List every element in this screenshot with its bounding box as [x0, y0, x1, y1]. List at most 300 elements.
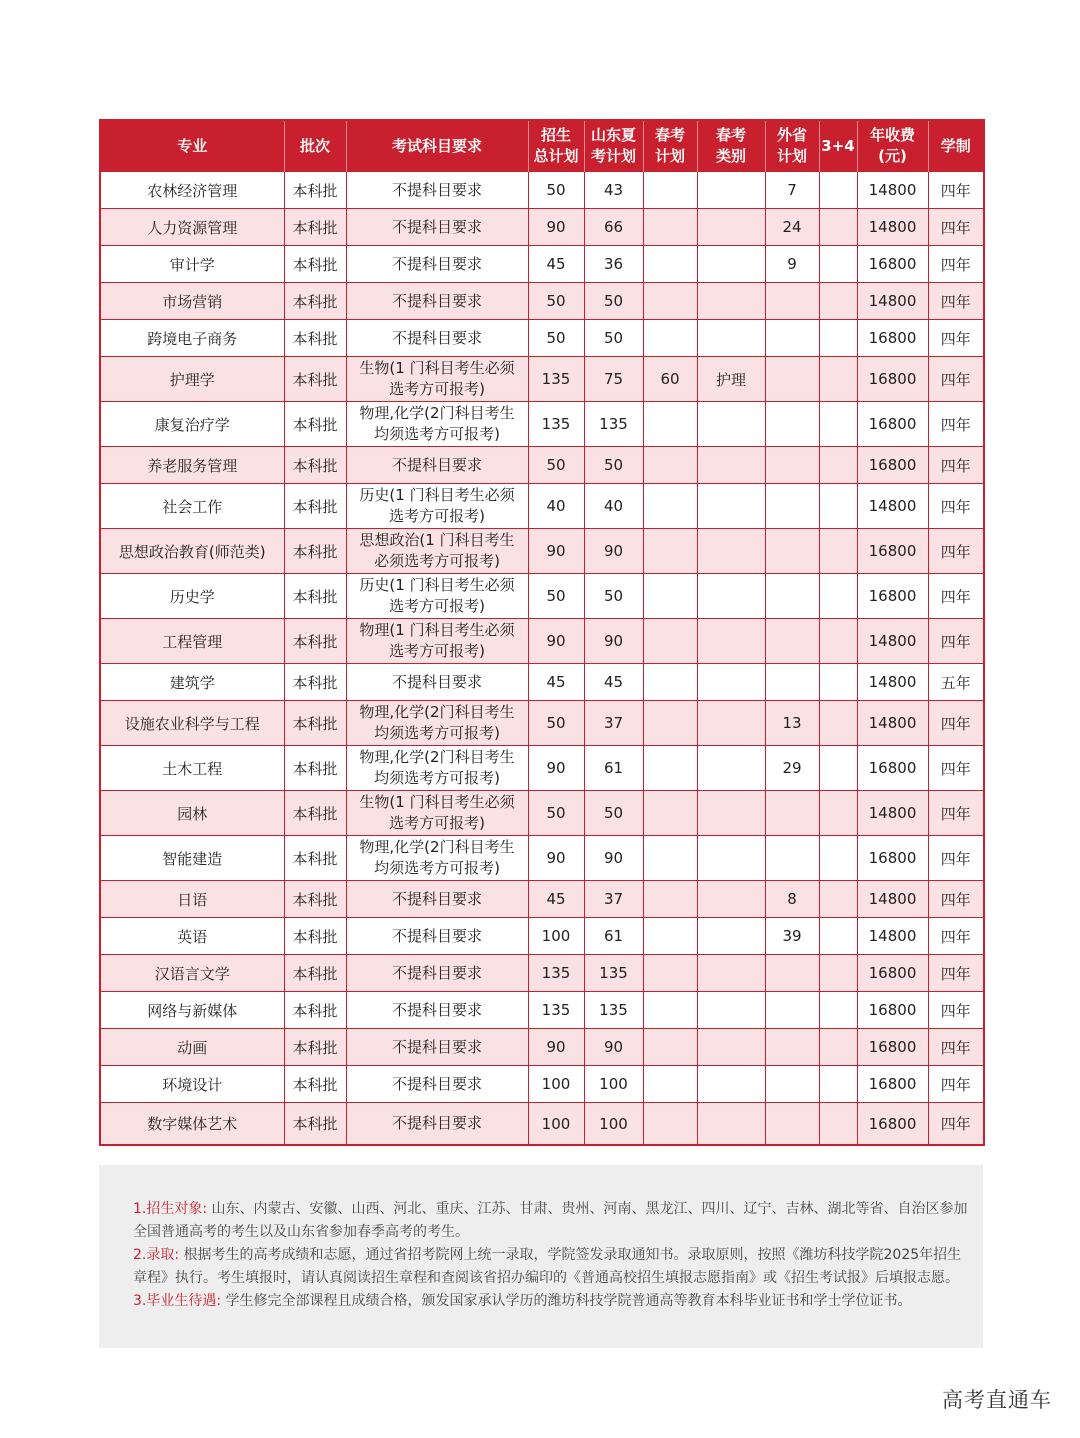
subject-req-cell — [346, 320, 528, 357]
subject-req-line: 不提科目要求 — [391, 180, 482, 199]
spring-category-cell — [697, 574, 765, 619]
table-row — [100, 791, 984, 836]
other-province-plan-cell — [765, 402, 819, 447]
three-plus-four-cell — [819, 447, 857, 484]
table-row — [100, 746, 984, 791]
subject-req-line: 历史(1 门科目考生必须 — [359, 486, 515, 504]
subject-req-line: 不提科目要求 — [391, 889, 482, 908]
other-province-plan-cell — [765, 955, 819, 992]
duration-cell: 四年 — [928, 992, 984, 1029]
three-plus-four-cell — [819, 619, 857, 664]
duration-cell: 四年 — [928, 209, 984, 246]
duration-cell: 四年 — [928, 701, 984, 746]
major-cell: 建筑学 — [100, 664, 284, 701]
three-plus-four-cell — [819, 836, 857, 881]
spring-category-cell — [697, 484, 765, 529]
batch-cell: 本科批 — [284, 836, 346, 881]
shandong-summer-plan-cell: 100 — [584, 1066, 643, 1103]
spring-plan-cell — [643, 320, 697, 357]
table-row — [100, 402, 984, 447]
total-plan-cell: 135 — [528, 402, 584, 447]
total-plan-cell: 100 — [528, 1103, 584, 1146]
total-plan-cell: 40 — [528, 484, 584, 529]
spring-category-cell — [697, 529, 765, 574]
header-batch: 批次 — [284, 120, 346, 172]
batch-cell: 本科批 — [284, 246, 346, 283]
shandong-summer-plan-cell: 90 — [584, 1029, 643, 1066]
subject-req-cell — [346, 1103, 528, 1146]
three-plus-four-cell — [819, 746, 857, 791]
subject-req-line: 选考方可报考) — [389, 380, 485, 398]
annual-fee-cell: 14800 — [857, 664, 928, 701]
batch-cell: 本科批 — [284, 574, 346, 619]
header-spring-plan — [643, 120, 697, 172]
table-row — [100, 881, 984, 918]
total-plan-cell: 50 — [528, 701, 584, 746]
total-plan-cell: 100 — [528, 1066, 584, 1103]
table-row — [100, 246, 984, 283]
major-cell: 汉语言文学 — [100, 955, 284, 992]
shandong-summer-plan-cell: 100 — [584, 1103, 643, 1146]
shandong-summer-plan-cell: 75 — [584, 357, 643, 402]
batch-cell: 本科批 — [284, 791, 346, 836]
subject-req-line: 物理,化学(2门科目考生 — [359, 748, 515, 766]
table-row — [100, 574, 984, 619]
duration-cell: 四年 — [928, 746, 984, 791]
subject-req-cell — [346, 992, 528, 1029]
table-row — [100, 992, 984, 1029]
batch-cell: 本科批 — [284, 746, 346, 791]
table-row — [100, 447, 984, 484]
subject-req-line: 不提科目要求 — [391, 1074, 482, 1093]
header-annual-fee — [857, 120, 928, 172]
subject-req-cell — [346, 484, 528, 529]
spring-category-cell — [697, 447, 765, 484]
spring-plan-cell — [643, 209, 697, 246]
annual-fee-cell: 16800 — [857, 402, 928, 447]
spring-category-cell — [697, 918, 765, 955]
shandong-summer-plan-cell: 90 — [584, 619, 643, 664]
other-province-plan-cell: 7 — [765, 172, 819, 209]
batch-cell: 本科批 — [284, 918, 346, 955]
table-row — [100, 320, 984, 357]
header-total-plan-label: 招生 总计划 — [533, 126, 579, 165]
other-province-plan-cell — [765, 619, 819, 664]
annual-fee-cell: 16800 — [857, 574, 928, 619]
subject-req-line: 选考方可报考) — [389, 507, 485, 525]
other-province-plan-cell — [765, 357, 819, 402]
other-province-plan-cell: 9 — [765, 246, 819, 283]
spring-plan-cell — [643, 172, 697, 209]
table-row — [100, 619, 984, 664]
three-plus-four-cell — [819, 402, 857, 447]
three-plus-four-cell — [819, 955, 857, 992]
major-cell: 设施农业科学与工程 — [100, 701, 284, 746]
major-cell: 养老服务管理 — [100, 447, 284, 484]
spring-category-cell — [697, 1066, 765, 1103]
spring-category-cell — [697, 619, 765, 664]
three-plus-four-cell — [819, 1066, 857, 1103]
spring-plan-cell — [643, 402, 697, 447]
watermark-text: 高考直通车 — [942, 1388, 1052, 1412]
duration-cell: 四年 — [928, 1029, 984, 1066]
total-plan-cell: 135 — [528, 357, 584, 402]
shandong-summer-plan-cell: 50 — [584, 791, 643, 836]
subject-req-line: 不提科目要求 — [391, 1000, 482, 1019]
admissions-table-container — [99, 119, 983, 1146]
subject-req-line: 均须选考方可报考) — [374, 859, 500, 877]
batch-cell: 本科批 — [284, 357, 346, 402]
shandong-summer-plan-cell: 45 — [584, 664, 643, 701]
annual-fee-cell: 14800 — [857, 283, 928, 320]
other-province-plan-cell — [765, 447, 819, 484]
subject-req-line: 生物(1 门科目考生必须 — [359, 793, 515, 811]
subject-req-cell — [346, 619, 528, 664]
duration-cell: 四年 — [928, 918, 984, 955]
annual-fee-cell: 14800 — [857, 881, 928, 918]
major-cell: 英语 — [100, 918, 284, 955]
shandong-summer-plan-cell: 50 — [584, 320, 643, 357]
three-plus-four-cell — [819, 484, 857, 529]
subject-req-line: 思想政治(1 门科目考生 — [359, 531, 515, 549]
spring-category-cell — [697, 992, 765, 1029]
spring-plan-cell — [643, 1066, 697, 1103]
shandong-summer-plan-cell: 61 — [584, 746, 643, 791]
total-plan-cell: 135 — [528, 955, 584, 992]
major-cell: 康复治疗学 — [100, 402, 284, 447]
other-province-plan-cell — [765, 484, 819, 529]
batch-cell: 本科批 — [284, 619, 346, 664]
duration-cell: 四年 — [928, 357, 984, 402]
note-2-label: 2.录取: — [133, 1247, 180, 1263]
shandong-summer-plan-cell: 90 — [584, 836, 643, 881]
three-plus-four-cell — [819, 246, 857, 283]
shandong-summer-plan-cell: 90 — [584, 529, 643, 574]
major-cell: 人力资源管理 — [100, 209, 284, 246]
shandong-summer-plan-cell: 50 — [584, 574, 643, 619]
duration-cell: 四年 — [928, 1066, 984, 1103]
annual-fee-cell: 16800 — [857, 1066, 928, 1103]
spring-category-cell — [697, 1029, 765, 1066]
shandong-summer-plan-cell: 135 — [584, 955, 643, 992]
spring-category-cell: 护理 — [697, 357, 765, 402]
subject-req-line: 均须选考方可报考) — [374, 724, 500, 742]
subject-req-cell — [346, 283, 528, 320]
subject-req-cell — [346, 1066, 528, 1103]
subject-req-line: 不提科目要求 — [391, 926, 482, 945]
spring-category-cell — [697, 402, 765, 447]
subject-req-cell — [346, 701, 528, 746]
table-row — [100, 529, 984, 574]
note-1-text: 山东、内蒙古、安徽、山西、河北、重庆、江苏、甘肃、贵州、河南、黑龙江、四川、辽宁、吉林、湖北等省、自治区参加全国普通高考的考生以及山东省参加春季高考的考生。 — [133, 1201, 968, 1240]
table-row — [100, 918, 984, 955]
subject-req-cell — [346, 1029, 528, 1066]
shandong-summer-plan-cell: 37 — [584, 701, 643, 746]
spring-plan-cell — [643, 529, 697, 574]
subject-req-line: 选考方可报考) — [389, 814, 485, 832]
other-province-plan-cell — [765, 574, 819, 619]
spring-plan-cell — [643, 791, 697, 836]
subject-req-cell — [346, 791, 528, 836]
header-shandong-summer-plan — [584, 120, 643, 172]
subject-req-cell — [346, 402, 528, 447]
spring-category-cell — [697, 701, 765, 746]
other-province-plan-cell — [765, 283, 819, 320]
annual-fee-cell: 14800 — [857, 172, 928, 209]
batch-cell: 本科批 — [284, 701, 346, 746]
duration-cell: 四年 — [928, 529, 984, 574]
table-row — [100, 209, 984, 246]
three-plus-four-cell — [819, 574, 857, 619]
other-province-plan-cell — [765, 529, 819, 574]
major-cell: 数字媒体艺术 — [100, 1103, 284, 1146]
major-cell: 审计学 — [100, 246, 284, 283]
subject-req-line: 不提科目要求 — [391, 672, 482, 691]
batch-cell: 本科批 — [284, 1029, 346, 1066]
duration-cell: 四年 — [928, 574, 984, 619]
total-plan-cell: 45 — [528, 664, 584, 701]
batch-cell: 本科批 — [284, 447, 346, 484]
spring-plan-cell — [643, 746, 697, 791]
annual-fee-cell: 16800 — [857, 955, 928, 992]
subject-req-line: 均须选考方可报考) — [374, 769, 500, 787]
other-province-plan-cell: 24 — [765, 209, 819, 246]
subject-req-cell — [346, 246, 528, 283]
spring-category-cell — [697, 209, 765, 246]
note-1 — [99, 1198, 983, 1244]
subject-req-line: 物理(1 门科目考生必须 — [359, 621, 515, 639]
header-total-plan — [528, 120, 584, 172]
total-plan-cell: 45 — [528, 881, 584, 918]
duration-cell: 四年 — [928, 1103, 984, 1146]
shandong-summer-plan-cell: 135 — [584, 402, 643, 447]
other-province-plan-cell — [765, 1029, 819, 1066]
spring-category-cell — [697, 320, 765, 357]
major-cell: 网络与新媒体 — [100, 992, 284, 1029]
total-plan-cell: 50 — [528, 320, 584, 357]
table-row — [100, 664, 984, 701]
table-body — [100, 172, 984, 1146]
shandong-summer-plan-cell: 135 — [584, 992, 643, 1029]
header-other-province-plan — [765, 120, 819, 172]
major-cell: 思想政治教育(师范类) — [100, 529, 284, 574]
subject-req-cell — [346, 574, 528, 619]
shandong-summer-plan-cell: 36 — [584, 246, 643, 283]
subject-req-line: 物理,化学(2门科目考生 — [359, 703, 515, 721]
subject-req-line: 物理,化学(2门科目考生 — [359, 838, 515, 856]
three-plus-four-cell — [819, 320, 857, 357]
subject-req-line: 不提科目要求 — [391, 217, 482, 236]
spring-plan-cell — [643, 619, 697, 664]
spring-plan-cell — [643, 1029, 697, 1066]
header-other-province-plan-label: 外省 计划 — [776, 126, 807, 165]
spring-plan-cell — [643, 992, 697, 1029]
batch-cell: 本科批 — [284, 992, 346, 1029]
three-plus-four-cell — [819, 791, 857, 836]
duration-cell: 四年 — [928, 447, 984, 484]
batch-cell: 本科批 — [284, 172, 346, 209]
subject-req-cell — [346, 209, 528, 246]
spring-plan-cell: 60 — [643, 357, 697, 402]
other-province-plan-cell: 13 — [765, 701, 819, 746]
duration-cell: 四年 — [928, 836, 984, 881]
spring-category-cell — [697, 664, 765, 701]
other-province-plan-cell: 39 — [765, 918, 819, 955]
note-1-label: 1.招生对象: — [133, 1201, 208, 1217]
annual-fee-cell: 14800 — [857, 209, 928, 246]
table-row — [100, 1103, 984, 1146]
other-province-plan-cell — [765, 992, 819, 1029]
major-cell: 市场营销 — [100, 283, 284, 320]
shandong-summer-plan-cell: 37 — [584, 881, 643, 918]
spring-plan-cell — [643, 574, 697, 619]
spring-plan-cell — [643, 484, 697, 529]
total-plan-cell: 50 — [528, 283, 584, 320]
note-2-text: 根据考生的高考成绩和志愿，通过省招考院网上统一录取，学院签发录取通知书。录取原则，按照《潍坊科技学院2025年招生章程》执行。考生填报时，请认真阅读招生章程和查阅该省招办编印的《普通高校招生填报志愿指南》或《招生考试报》后填报志愿。 — [133, 1247, 962, 1286]
header-spring-plan-label: 春考 计划 — [654, 126, 685, 165]
duration-cell: 四年 — [928, 955, 984, 992]
other-province-plan-cell: 8 — [765, 881, 819, 918]
batch-cell: 本科批 — [284, 320, 346, 357]
spring-category-cell — [697, 246, 765, 283]
major-cell: 土木工程 — [100, 746, 284, 791]
shandong-summer-plan-cell: 50 — [584, 283, 643, 320]
spring-category-cell — [697, 836, 765, 881]
spring-category-cell — [697, 881, 765, 918]
major-cell: 跨境电子商务 — [100, 320, 284, 357]
major-cell: 动画 — [100, 1029, 284, 1066]
batch-cell: 本科批 — [284, 484, 346, 529]
subject-req-cell — [346, 836, 528, 881]
note-3 — [99, 1290, 983, 1313]
three-plus-four-cell — [819, 209, 857, 246]
major-cell: 环境设计 — [100, 1066, 284, 1103]
total-plan-cell: 50 — [528, 172, 584, 209]
duration-cell: 四年 — [928, 283, 984, 320]
total-plan-cell: 135 — [528, 992, 584, 1029]
shandong-summer-plan-cell: 61 — [584, 918, 643, 955]
annual-fee-cell: 16800 — [857, 992, 928, 1029]
spring-plan-cell — [643, 246, 697, 283]
annual-fee-cell: 16800 — [857, 1103, 928, 1146]
spring-plan-cell — [643, 283, 697, 320]
duration-cell: 四年 — [928, 791, 984, 836]
annual-fee-cell: 16800 — [857, 447, 928, 484]
spring-category-cell — [697, 746, 765, 791]
annual-fee-cell: 14800 — [857, 701, 928, 746]
total-plan-cell: 90 — [528, 209, 584, 246]
other-province-plan-cell — [765, 1103, 819, 1146]
major-cell: 历史学 — [100, 574, 284, 619]
other-province-plan-cell — [765, 1066, 819, 1103]
table-row — [100, 1029, 984, 1066]
subject-req-line: 不提科目要求 — [391, 291, 482, 310]
other-province-plan-cell — [765, 664, 819, 701]
annual-fee-cell: 16800 — [857, 1029, 928, 1066]
batch-cell: 本科批 — [284, 209, 346, 246]
notes-panel — [99, 1165, 983, 1348]
total-plan-cell: 90 — [528, 1029, 584, 1066]
table-row — [100, 283, 984, 320]
duration-cell: 四年 — [928, 484, 984, 529]
subject-req-cell — [346, 529, 528, 574]
spring-plan-cell — [643, 955, 697, 992]
three-plus-four-cell — [819, 1103, 857, 1146]
subject-req-line: 选考方可报考) — [389, 597, 485, 615]
table-row — [100, 701, 984, 746]
three-plus-four-cell — [819, 664, 857, 701]
shandong-summer-plan-cell: 66 — [584, 209, 643, 246]
total-plan-cell: 50 — [528, 447, 584, 484]
major-cell: 护理学 — [100, 357, 284, 402]
annual-fee-cell: 16800 — [857, 320, 928, 357]
three-plus-four-cell — [819, 918, 857, 955]
total-plan-cell: 90 — [528, 836, 584, 881]
three-plus-four-cell — [819, 992, 857, 1029]
shandong-summer-plan-cell: 40 — [584, 484, 643, 529]
spring-plan-cell — [643, 447, 697, 484]
subject-req-line: 不提科目要求 — [391, 455, 482, 474]
other-province-plan-cell — [765, 320, 819, 357]
major-cell: 日语 — [100, 881, 284, 918]
annual-fee-cell: 16800 — [857, 357, 928, 402]
duration-cell: 五年 — [928, 664, 984, 701]
duration-cell: 四年 — [928, 881, 984, 918]
duration-cell: 四年 — [928, 172, 984, 209]
subject-req-line: 不提科目要求 — [391, 963, 482, 982]
three-plus-four-cell — [819, 881, 857, 918]
table-row — [100, 836, 984, 881]
batch-cell: 本科批 — [284, 1103, 346, 1146]
major-cell: 智能建造 — [100, 836, 284, 881]
note-2 — [99, 1244, 983, 1290]
total-plan-cell: 90 — [528, 746, 584, 791]
header-annual-fee-label: 年收费 (元) — [869, 126, 915, 165]
annual-fee-cell: 16800 — [857, 529, 928, 574]
batch-cell: 本科批 — [284, 1066, 346, 1103]
subject-req-cell — [346, 172, 528, 209]
major-cell: 社会工作 — [100, 484, 284, 529]
spring-category-cell — [697, 172, 765, 209]
three-plus-four-cell — [819, 529, 857, 574]
spring-category-cell — [697, 791, 765, 836]
other-province-plan-cell — [765, 791, 819, 836]
batch-cell: 本科批 — [284, 402, 346, 447]
subject-req-line: 选考方可报考) — [389, 642, 485, 660]
subject-req-cell — [346, 881, 528, 918]
spring-plan-cell — [643, 918, 697, 955]
duration-cell: 四年 — [928, 402, 984, 447]
header-duration: 学制 — [928, 120, 984, 172]
annual-fee-cell: 16800 — [857, 246, 928, 283]
major-cell: 工程管理 — [100, 619, 284, 664]
subject-req-line: 不提科目要求 — [391, 1037, 482, 1056]
batch-cell: 本科批 — [284, 283, 346, 320]
batch-cell: 本科批 — [284, 955, 346, 992]
table-header-row — [100, 120, 984, 172]
subject-req-cell — [346, 918, 528, 955]
subject-req-line: 不提科目要求 — [391, 254, 482, 273]
three-plus-four-cell — [819, 283, 857, 320]
header-spring-category-label: 春考 类别 — [715, 126, 746, 165]
subject-req-cell — [346, 664, 528, 701]
major-cell: 农林经济管理 — [100, 172, 284, 209]
subject-req-line: 均须选考方可报考) — [374, 425, 500, 443]
table-row — [100, 1066, 984, 1103]
table-row — [100, 357, 984, 402]
subject-req-cell — [346, 746, 528, 791]
other-province-plan-cell: 29 — [765, 746, 819, 791]
